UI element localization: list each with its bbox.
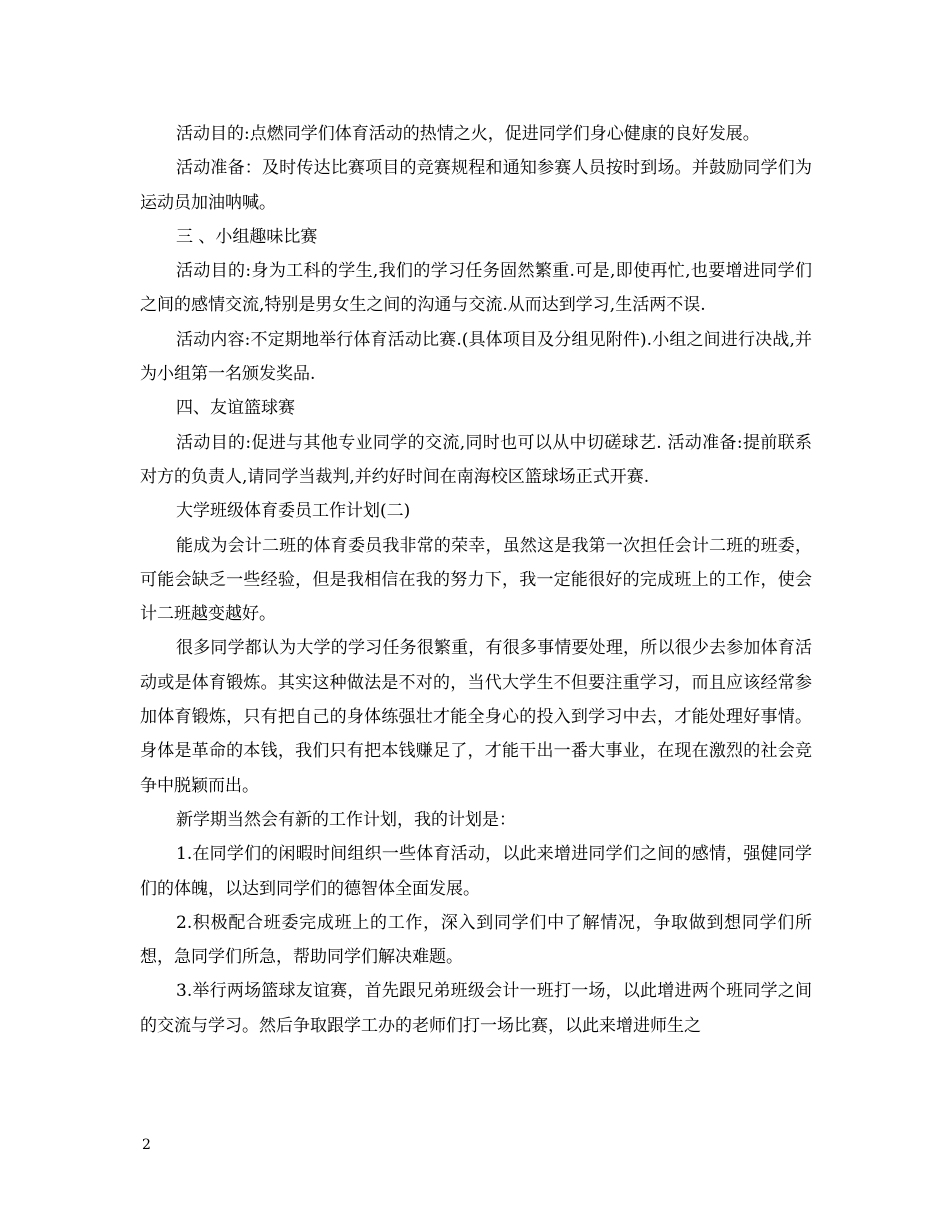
- plan-item-2: 2.积极配合班委完成班上的工作，深入到同学们中了解情况，争取做到想同学们所想，急同学们所急，帮助同学们解决难题。: [140, 912, 812, 968]
- paragraph-purpose-ignite: 活动目的:点燃同学们体育活动的热情之火，促进同学们身心健康的良好发展。: [176, 124, 760, 144]
- paragraph-honor: 能成为会计二班的体育委员我非常的荣幸，虽然这是我第一次担任会计二班的班委，可能会缺乏一些经验，但是我相信在我的努力下，我一定能很好的完成班上的工作，使会计二班越变越好。: [140, 535, 812, 625]
- paragraph-purpose-exchange: 活动目的:促进与其他专业同学的交流,同时也可以从中切磋球艺. 活动准备:提前联系对方的负责人,请同学当裁判,并约好时间在南海校区篮球场正式开赛.: [140, 432, 812, 487]
- paragraph-preparation-notify: 活动准备：及时传达比赛项目的竞赛规程和通知参赛人员按时到场。并鼓励同学们为运动员加油呐喊。: [140, 158, 812, 213]
- paragraph-plan-intro: 新学期当然会有新的工作计划，我的计划是：: [176, 809, 516, 830]
- plan-item-3: 3.举行两场篮球友谊赛，首先跟兄弟班级会计一班打一场，以此增进两个班同学之间的交流与学习。然后争取跟学工办的老师们打一场比赛，以此来增进师生之: [140, 981, 812, 1036]
- document-subtitle: 大学班级体育委员工作计划(二): [176, 501, 411, 522]
- paragraph-importance-sports: 很多同学都认为大学的学习任务很繁重，有很多事情要处理，所以很少去参加体育活动或是体育锻炼。其实这种做法是不对的，当代大学生不但要注重学习，而且应该经常参加体育锻炼，只有把自己的身体练强壮才能全身心的投入到学习中去，才能处理好事情。身体是革命的本钱，我们只有把本钱赚足了，才能干出一番大事业，在现在激烈的社会竞争中脱颖而出。: [140, 638, 812, 796]
- section-heading-basketball: 四、友谊篮球赛: [176, 398, 295, 419]
- page-number: 2: [142, 1137, 151, 1153]
- plan-item-1: 1.在同学们的闲暇时间组织一些体育活动，以此来增进同学们之间的感情，强健同学们的体魄，以达到同学们的德智体全面发展。: [140, 844, 812, 899]
- section-heading-group-contest: 三 、小组趣味比赛: [176, 226, 318, 247]
- document-body: [140, 117, 812, 1043]
- paragraph-purpose-engineering: 活动目的:身为工科的学生,我们的学习任务固然繁重.可是,即使再忙,也要增进同学们之间的感情交流,特别是男女生之间的沟通与交流.从而达到学习,生活两不误.: [140, 261, 812, 316]
- paragraph-content-contests: 活动内容:不定期地举行体育活动比赛.(具体项目及分组见附件).小组之间进行决战,并为小组第一名颁发奖品.: [140, 329, 812, 385]
